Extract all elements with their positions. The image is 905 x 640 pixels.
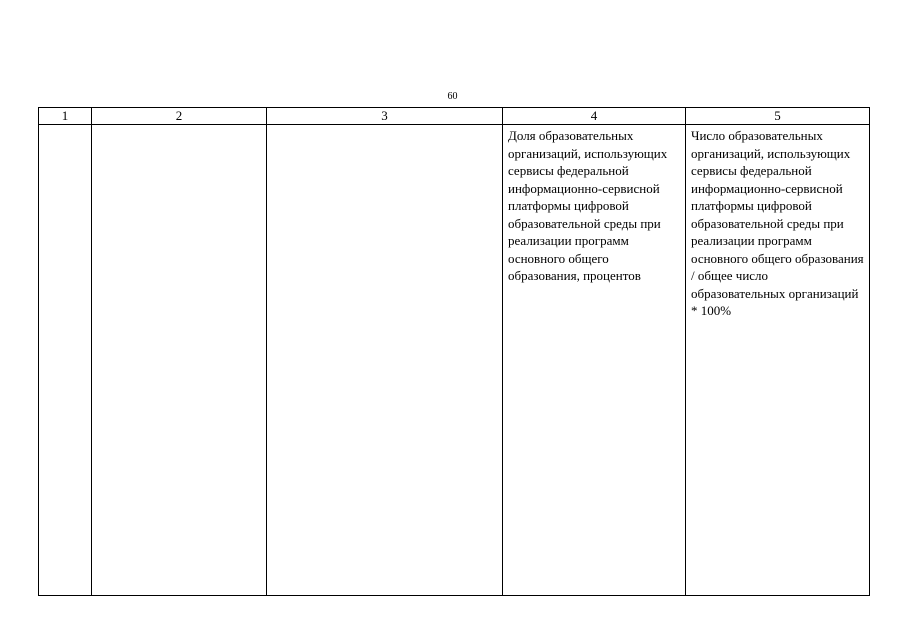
column-header-4: 4 [503, 108, 686, 125]
cell-col1 [39, 125, 92, 596]
table-row [39, 125, 870, 596]
column-header-1: 1 [39, 108, 92, 125]
column-header-3: 3 [267, 108, 503, 125]
column-header-5: 5 [686, 108, 870, 125]
document-table [38, 107, 870, 596]
cell-col2 [92, 125, 267, 596]
cell-col3 [267, 125, 503, 596]
table-header-row [39, 108, 870, 125]
column-header-2: 2 [92, 108, 267, 125]
page-number: 60 [447, 91, 458, 102]
cell-calculation-method: Число образовательных организаций, использующих сервисы федеральной информационно-сервисной платформы цифровой образовательной среды при реализации программ основного общего образования / общее число образовательных организаций * 100% [686, 125, 870, 596]
cell-indicator-name: Доля образовательных организаций, использующих сервисы федеральной информационно-сервисной платформы цифровой образовательной среды при реализации программ основного общего образования, процентов [503, 125, 686, 596]
